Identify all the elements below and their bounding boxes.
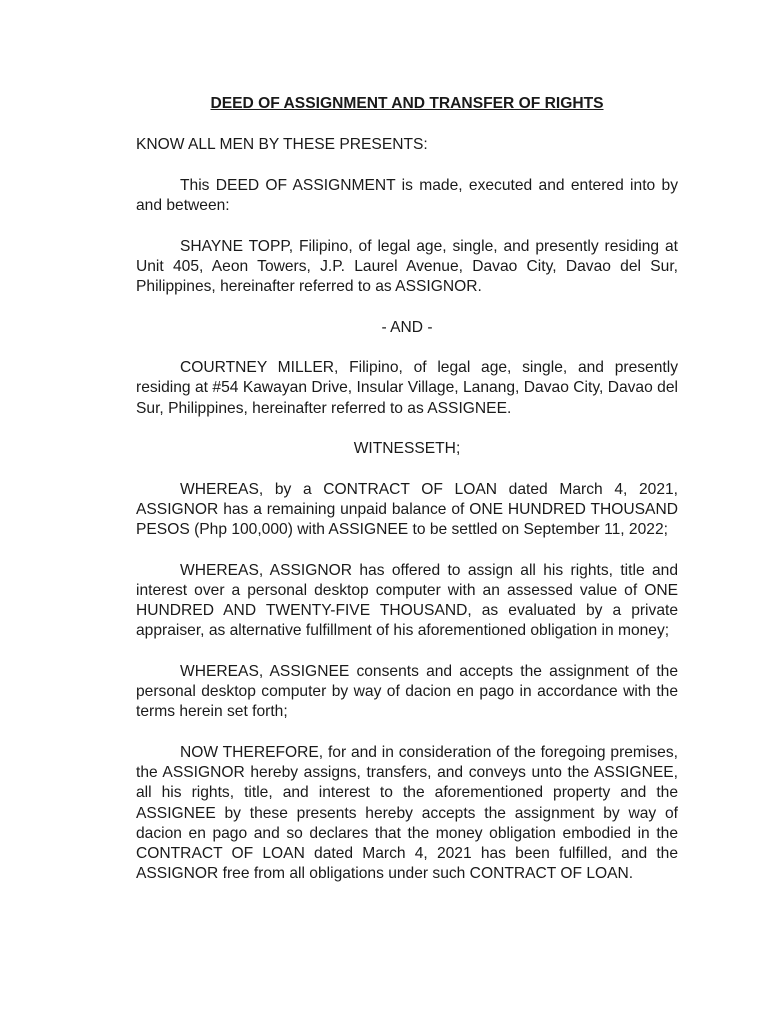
opening-line: KNOW ALL MEN BY THESE PRESENTS: <box>136 136 428 154</box>
assignor-paragraph: SHAYNE TOPP, Filipino, of legal age, single, and presently residing at Unit 405, Aeon Towers, J.P. Laurel Avenue, Davao City, Davao del Sur, Philippines, hereinafter referred to as ASSIGNOR. <box>136 237 678 295</box>
intro-paragraph: This DEED OF ASSIGNMENT is made, executed and entered into by and between: <box>136 176 678 214</box>
document-body <box>136 94 678 905</box>
and-separator: - AND - <box>381 318 433 336</box>
witnesseth-heading: WITNESSETH; <box>353 440 461 458</box>
document-title: DEED OF ASSIGNMENT AND TRANSFER OF RIGHTS <box>210 95 604 112</box>
whereas-paragraph-1: WHEREAS, by a CONTRACT OF LOAN dated March 4, 2021, ASSIGNOR has a remaining unpaid balance of ONE HUNDRED THOUSAND PESOS (Php 100,000) with ASSIGNEE to be settled on September 11, 2022; <box>136 480 678 539</box>
whereas-paragraph-2: WHEREAS, ASSIGNOR has offered to assign all his rights, title and interest over a personal desktop computer with an assessed value of ONE HUNDRED AND TWENTY-FIVE THOUSAND, as evaluated by a private appraiser, as alternative fulfillment of his aforementioned obligation in money; <box>136 561 678 640</box>
whereas-paragraph-3: WHEREAS, ASSIGNEE consents and accepts the assignment of the personal desktop computer by way of dacion en pago in accordance with the terms herein set forth; <box>136 662 678 721</box>
now-therefore-paragraph: NOW THEREFORE, for and in consideration of the foregoing premises, the ASSIGNOR hereby assigns, transfers, and conveys unto the ASSIGNEE, all his rights, title, and interest to the aforementioned property and the ASSIGNEE by these presents hereby accepts the assignment by way of dacion en pago and so declares that the money obligation embodied in the CONTRACT OF LOAN dated March 4, 2021 has been fulfilled, and the ASSIGNOR free from all obligations under such CONTRACT OF LOAN. <box>136 743 678 883</box>
assignee-paragraph: COURTNEY MILLER, Filipino, of legal age, single, and presently residing at #54 Kawayan Drive, Insular Village, Lanang, Davao City, Davao del Sur, Philippines, hereinafter referred to as ASSIGNEE. <box>136 359 678 417</box>
